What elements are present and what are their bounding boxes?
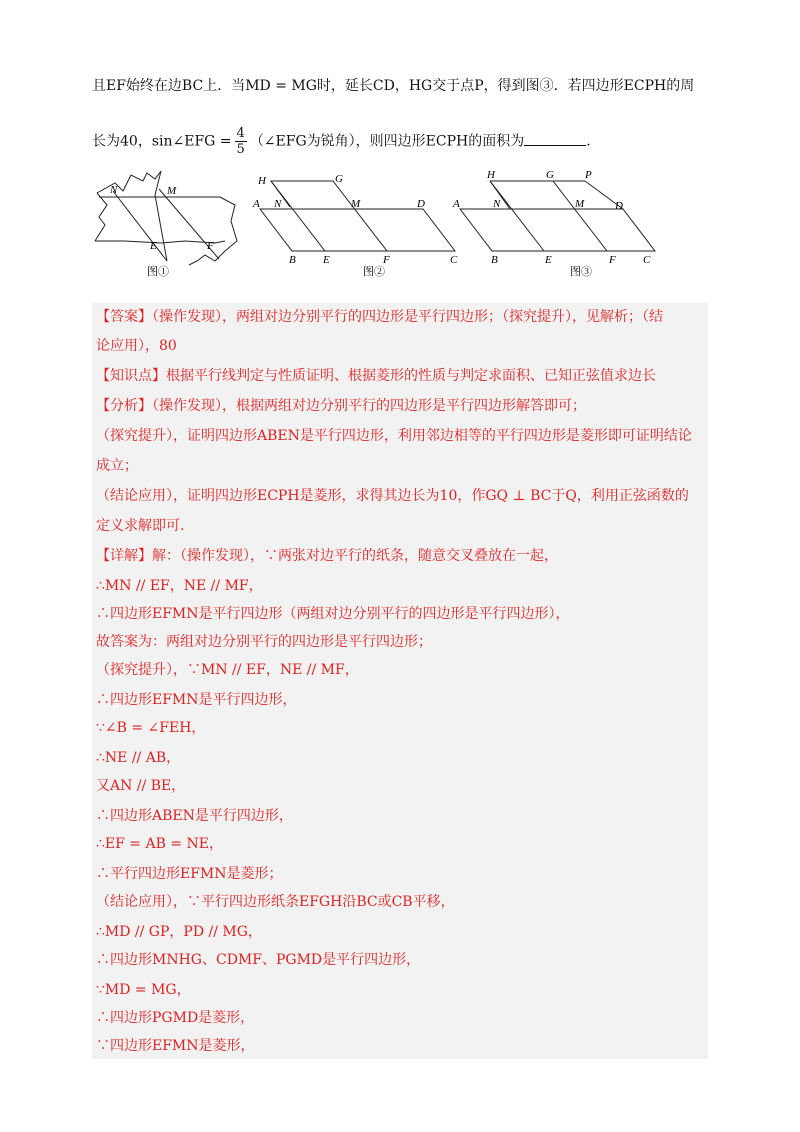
detail-line-8: ∴NE // AB，	[96, 750, 181, 766]
fig2-label-A: A	[253, 198, 260, 210]
fig1-caption: 图①	[147, 266, 169, 278]
answer-blank	[524, 131, 586, 146]
question-text-start: 长为40，sin∠EFG =	[92, 133, 232, 150]
fig2-label-E: E	[323, 254, 330, 266]
fraction-numerator: 4	[236, 126, 245, 141]
fig3-label-C: C	[643, 254, 651, 266]
fig3-label-H: H	[487, 169, 495, 181]
question-line-1: 且EF始终在边BC上．当MD = MG时，延长CD，HG交于点P，得到图③．若四边形ECPH的周	[92, 78, 695, 94]
fig3-label-D: D	[615, 200, 623, 212]
fig3-label-E: E	[545, 254, 552, 266]
sine-fraction	[235, 126, 247, 157]
detail-line-1: 【详解】解：（操作发现），∵两张对边平行的纸条，随意交叉叠放在一起，	[96, 548, 558, 564]
detail-line-7: ∵∠B = ∠FEH，	[96, 720, 206, 736]
detail-line-3: ∴四边形EFMN是平行四边形（两组对边分别平行的四边形是平行四边形），	[96, 606, 570, 622]
detail-line-18: ∵四边形EFMN是菱形，	[96, 1038, 255, 1054]
fig2-label-G: G	[335, 173, 343, 185]
figure-2	[260, 181, 455, 251]
fig2-label-N: N	[274, 198, 282, 210]
fig2-label-C: C	[450, 254, 458, 266]
answer-line-2: 论应用），80	[96, 338, 177, 354]
detail-line-4: 故答案为：两组对边分别平行的四边形是平行四边形；	[96, 634, 432, 650]
fig2-label-H: H	[258, 175, 266, 187]
detail-line-2: ∴MN // EF，NE // MF，	[96, 578, 263, 594]
detail-line-14: ∴MD // GP，PD // MG，	[96, 924, 262, 940]
detail-line-10: ∴四边形ABEN是平行四边形，	[96, 808, 293, 824]
fig2-caption: 图②	[363, 266, 385, 278]
fig2-label-M: M	[351, 198, 361, 210]
fig3-caption: 图③	[570, 266, 592, 278]
fig1-label-E: E	[150, 240, 157, 252]
fig2-label-F: F	[383, 254, 390, 266]
fig1-label-N: N	[110, 184, 118, 196]
question-text-end: （∠EFG为锐角），则四边形ECPH的面积为	[249, 133, 525, 150]
detail-line-11: ∴EF = AB = NE，	[96, 836, 223, 852]
knowledge-point: 【知识点】根据平行线判定与性质证明、根据菱形的性质与判定求面积、已知正弦值求边长	[96, 368, 656, 384]
fig2-label-D: D	[417, 198, 425, 210]
fig3-label-G: G	[546, 169, 554, 181]
fig3-label-B: B	[491, 254, 498, 266]
analysis-line-4: （结论应用），证明四边形ECPH是菱形，求得其边长为10，作GQ ⊥ BC于Q，利用正弦函数的	[96, 488, 689, 504]
fig1-label-F: F	[207, 240, 214, 252]
fraction-denominator: 5	[236, 142, 245, 157]
detail-line-12: ∴平行四边形EFMN是菱形；	[96, 866, 283, 882]
fig3-label-N: N	[493, 198, 501, 210]
analysis-line-2: （探究提升），证明四边形ABEN是平行四边形，利用邻边相等的平行四边形是菱形即可证明结论	[96, 428, 692, 444]
figure-3	[460, 181, 655, 251]
detail-line-15: ∴四边形MNHG、CDMF、PGMD是平行四边形，	[96, 952, 421, 968]
analysis-line-5: 定义求解即可.	[96, 518, 185, 534]
fig3-label-A: A	[453, 198, 460, 210]
solution-panel	[92, 303, 708, 1059]
detail-line-6: ∴四边形EFMN是平行四边形，	[96, 692, 297, 708]
question-line-2	[92, 126, 591, 157]
detail-line-16: ∵MD = MG，	[96, 982, 191, 998]
fig3-label-F: F	[609, 254, 616, 266]
analysis-line-1: 【分析】（操作发现），根据两组对边分别平行的四边形是平行四边形解答即可；	[96, 398, 586, 414]
question-period: .	[586, 133, 591, 150]
detail-line-9: 又AN // BE，	[96, 778, 186, 794]
detail-line-5: （探究提升），∵MN // EF，NE // MF，	[96, 662, 359, 678]
fig3-label-M: M	[575, 198, 585, 210]
detail-line-17: ∴四边形PGMD是菱形，	[96, 1010, 255, 1026]
geometry-figures	[85, 165, 665, 285]
detail-line-13: （结论应用），∵平行四边形纸条EFGH沿BC或CB平移，	[96, 894, 455, 910]
fig2-label-B: B	[289, 254, 296, 266]
fig1-label-M: M	[167, 185, 177, 197]
answer-line-1: 【答案】（操作发现），两组对边分别平行的四边形是平行四边形；（探究提升），见解析；（结	[96, 309, 663, 325]
analysis-line-3: 成立；	[96, 458, 138, 474]
fig3-label-P: P	[585, 169, 592, 181]
